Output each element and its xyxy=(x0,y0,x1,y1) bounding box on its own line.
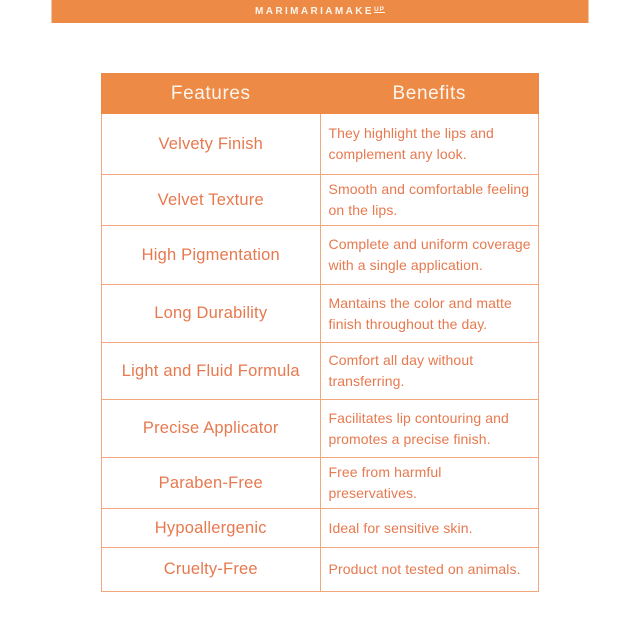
benefit-cell: They highlight the lips and complement any look. xyxy=(320,114,539,175)
features-column-header: Features xyxy=(102,74,321,114)
features-benefits-table xyxy=(101,73,539,592)
feature-cell: Hypoallergenic xyxy=(102,509,321,548)
table-header-row xyxy=(102,74,539,114)
benefit-cell: Mantains the color and matte finish throughout the day. xyxy=(320,285,539,343)
table-row xyxy=(102,175,539,226)
benefits-column-header: Benefits xyxy=(320,74,539,114)
table-header xyxy=(102,74,539,114)
feature-cell: Velvety Finish xyxy=(102,114,321,175)
table-row xyxy=(102,458,539,509)
benefit-cell: Facilitates lip contouring and promotes a precise finish. xyxy=(320,400,539,458)
brand-header-bar xyxy=(52,0,589,23)
table-body xyxy=(102,114,539,592)
table-row xyxy=(102,343,539,400)
benefit-cell: Smooth and comfortable feeling on the lips. xyxy=(320,175,539,226)
brand-logo xyxy=(255,7,385,17)
brand-logo-superscript: UP xyxy=(373,5,385,13)
benefit-cell: Complete and uniform coverage with a single application. xyxy=(320,226,539,285)
feature-cell: Velvet Texture xyxy=(102,175,321,226)
benefit-cell: Comfort all day without transferring. xyxy=(320,343,539,400)
benefit-cell: Product not tested on animals. xyxy=(320,548,539,592)
table-row xyxy=(102,548,539,592)
table-row xyxy=(102,114,539,175)
brand-logo-main: MARIMARIAMAKE xyxy=(255,5,374,17)
features-benefits-table-container xyxy=(101,73,539,592)
benefit-cell: Free from harmful preservatives. xyxy=(320,458,539,509)
feature-cell: Cruelty-Free xyxy=(102,548,321,592)
feature-cell: High Pigmentation xyxy=(102,226,321,285)
table-row xyxy=(102,400,539,458)
table-row xyxy=(102,226,539,285)
feature-cell: Precise Applicator xyxy=(102,400,321,458)
benefit-cell: Ideal for sensitive skin. xyxy=(320,509,539,548)
feature-cell: Light and Fluid Formula xyxy=(102,343,321,400)
table-row xyxy=(102,285,539,343)
table-row xyxy=(102,509,539,548)
feature-cell: Paraben-Free xyxy=(102,458,321,509)
feature-cell: Long Durability xyxy=(102,285,321,343)
